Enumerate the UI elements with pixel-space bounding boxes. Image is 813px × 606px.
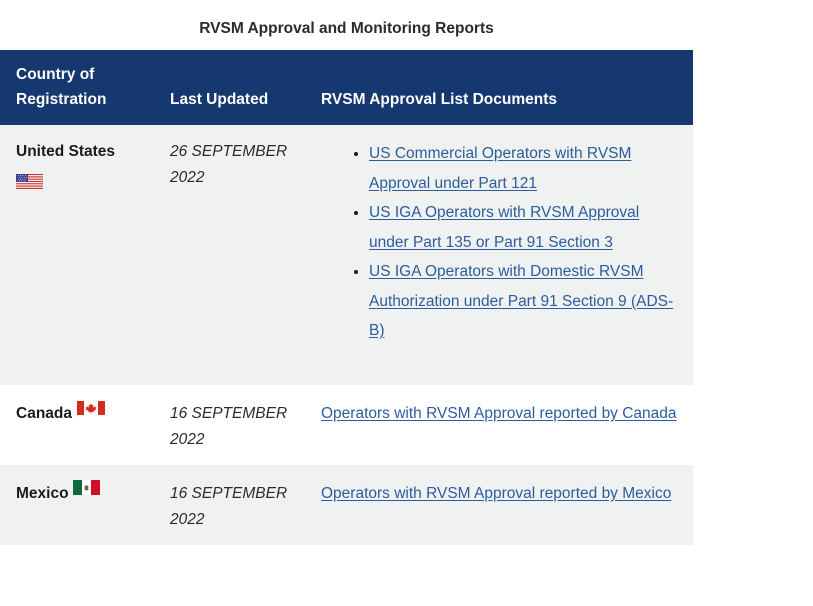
document-list [321, 139, 681, 346]
country-cell [0, 465, 154, 545]
doc-link-mexico[interactable]: Operators with RVSM Approval reported by Mexico [321, 485, 672, 502]
last-updated-cell: 26 SEPTEMBER 2022 [170, 143, 288, 186]
list-item [369, 198, 681, 257]
header-last-updated: Last Updated [170, 91, 269, 108]
doc-link-us-part-135-91[interactable]: US IGA Operators with RVSM Approval under Part 135 or Part 91 Section 3 [369, 204, 640, 251]
canada-flag-icon [77, 401, 105, 415]
last-updated-cell: 16 SEPTEMBER 2022 [170, 485, 288, 528]
documents-cell [305, 385, 693, 465]
table-row-mexico [0, 465, 693, 545]
doc-link-us-part-121[interactable]: US Commercial Operators with RVSM Approval under Part 121 [369, 145, 632, 192]
table-header [0, 50, 693, 125]
country-cell [0, 385, 154, 465]
doc-link-canada[interactable]: Operators with RVSM Approval reported by Canada [321, 405, 677, 422]
documents-cell [305, 125, 693, 385]
us-flag-icon [16, 174, 43, 189]
table-caption: RVSM Approval and Monitoring Reports [199, 20, 494, 37]
doc-link-us-ads-b[interactable]: US IGA Operators with Domestic RVSM Authorization under Part 91 Section 9 (ADS-B) [369, 263, 674, 339]
header-documents: RVSM Approval List Documents [321, 91, 557, 108]
country-name: Canada [16, 405, 72, 422]
list-item [369, 257, 681, 346]
country-name: United States [16, 143, 116, 160]
mexico-flag-icon [73, 480, 100, 495]
country-cell [0, 125, 154, 385]
header-row [0, 50, 693, 125]
list-item [369, 139, 681, 198]
rvsm-table [0, 50, 693, 545]
last-updated-cell: 16 SEPTEMBER 2022 [170, 405, 288, 448]
header-country: Country of Registration [16, 66, 107, 108]
documents-cell [305, 465, 693, 545]
table-row-united-states [0, 125, 693, 385]
country-name: Mexico [16, 485, 69, 502]
table-row-canada [0, 385, 693, 465]
